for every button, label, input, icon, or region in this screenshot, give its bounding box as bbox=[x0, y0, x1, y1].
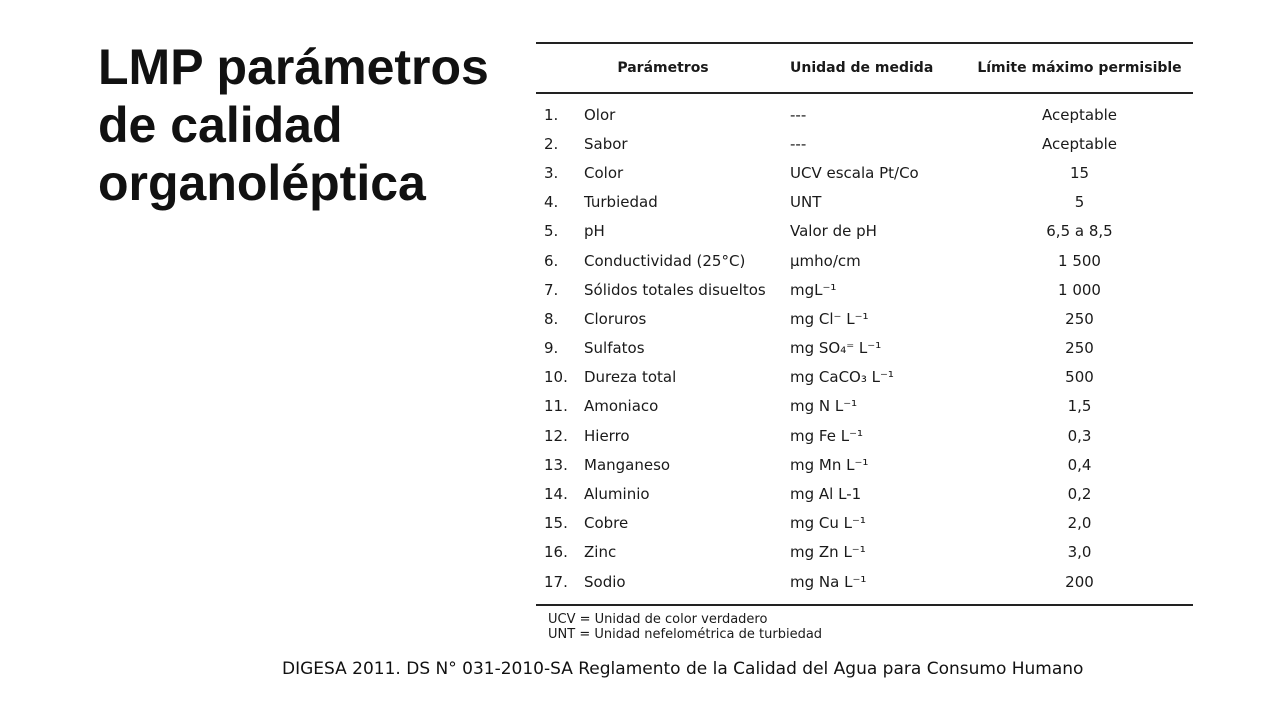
row-number: 2. bbox=[544, 134, 559, 153]
table-row bbox=[536, 158, 1193, 187]
unit-of-measure: µmho/cm bbox=[790, 251, 861, 270]
unit-of-measure: --- bbox=[790, 105, 807, 124]
max-limit: 0,3 bbox=[1067, 426, 1092, 445]
max-limit: Aceptable bbox=[1042, 105, 1117, 124]
parameter-name: Sabor bbox=[584, 134, 628, 153]
unit-of-measure: mg Cl⁻ L⁻¹ bbox=[790, 309, 869, 328]
max-limit: 0,4 bbox=[1067, 455, 1092, 474]
parameter-name: Cloruros bbox=[584, 309, 647, 328]
parameter-name: Aluminio bbox=[584, 485, 650, 504]
max-limit: 2,0 bbox=[1067, 514, 1092, 533]
header-row bbox=[536, 44, 1193, 92]
unit-of-measure: mg Mn L⁻¹ bbox=[790, 455, 869, 474]
row-number: 9. bbox=[544, 339, 559, 358]
parameter-name: Turbiedad bbox=[584, 193, 658, 212]
table-row bbox=[536, 246, 1193, 275]
table-row bbox=[536, 304, 1193, 333]
table-row bbox=[536, 450, 1193, 479]
parameter-name: Conductividad (25°C) bbox=[584, 251, 746, 270]
slide-title: LMP parámetros de calidad organoléptica bbox=[98, 39, 489, 211]
max-limit: 6,5 a 8,5 bbox=[1046, 222, 1113, 241]
row-number: 11. bbox=[544, 397, 568, 416]
table-row bbox=[536, 509, 1193, 538]
table-row bbox=[536, 275, 1193, 304]
table-row bbox=[536, 392, 1193, 421]
max-limit: 1 500 bbox=[1058, 251, 1101, 270]
parameter-name: Dureza total bbox=[584, 368, 677, 387]
row-number: 15. bbox=[544, 514, 568, 533]
unit-of-measure: mg Fe L⁻¹ bbox=[790, 426, 863, 445]
max-limit: 250 bbox=[1065, 339, 1094, 358]
table-notes bbox=[536, 612, 1193, 642]
parameter-name: Manganeso bbox=[584, 455, 671, 474]
max-limit: 1 000 bbox=[1058, 280, 1101, 299]
table-header bbox=[536, 44, 1193, 94]
unit-of-measure: UNT bbox=[790, 193, 822, 212]
note-ucv: UCV = Unidad de color verdadero bbox=[548, 612, 768, 628]
parameter-name: Cobre bbox=[584, 514, 629, 533]
table-row bbox=[536, 421, 1193, 450]
parameter-name: Color bbox=[584, 163, 624, 182]
row-number: 7. bbox=[544, 280, 559, 299]
row-number: 5. bbox=[544, 222, 559, 241]
row-number: 1. bbox=[544, 105, 559, 124]
table-bottom-rule bbox=[536, 604, 1193, 606]
max-limit: 1,5 bbox=[1067, 397, 1092, 416]
row-number: 4. bbox=[544, 193, 559, 212]
row-number: 13. bbox=[544, 455, 568, 474]
unit-of-measure: mg CaCO₃ L⁻¹ bbox=[790, 368, 894, 387]
row-number: 12. bbox=[544, 426, 568, 445]
unit-of-measure: mg Al L-1 bbox=[790, 485, 862, 504]
unit-of-measure: mg N L⁻¹ bbox=[790, 397, 858, 416]
parameters-table bbox=[536, 42, 1193, 642]
max-limit: 250 bbox=[1065, 309, 1094, 328]
max-limit: 15 bbox=[1069, 163, 1090, 182]
unit-of-measure: mg Zn L⁻¹ bbox=[790, 543, 866, 562]
parameter-name: Olor bbox=[584, 105, 616, 124]
unit-of-measure: UCV escala Pt/Co bbox=[790, 163, 919, 182]
table-row bbox=[536, 567, 1193, 596]
parameter-name: Sólidos totales disueltos bbox=[584, 280, 766, 299]
note-unt: UNT = Unidad nefelométrica de turbiedad bbox=[548, 627, 823, 643]
table-row bbox=[536, 188, 1193, 217]
unit-of-measure: mgL⁻¹ bbox=[790, 280, 837, 299]
row-number: 10. bbox=[544, 368, 568, 387]
header-limit: Límite máximo permisible bbox=[977, 60, 1182, 76]
header-parameters: Parámetros bbox=[617, 60, 709, 76]
max-limit: 0,2 bbox=[1067, 485, 1092, 504]
table-row bbox=[536, 538, 1193, 567]
table-row bbox=[536, 217, 1193, 246]
table-row bbox=[536, 363, 1193, 392]
source-citation: DIGESA 2011. DS N° 031-2010-SA Reglamento de la Calidad del Agua para Consumo Humano bbox=[282, 659, 1084, 679]
row-number: 8. bbox=[544, 309, 559, 328]
unit-of-measure: mg Na L⁻¹ bbox=[790, 572, 867, 591]
unit-of-measure: mg SO₄⁼ L⁻¹ bbox=[790, 339, 882, 358]
table-row bbox=[536, 94, 1193, 129]
table-row bbox=[536, 479, 1193, 508]
parameter-name: pH bbox=[584, 222, 605, 241]
parameter-name: Zinc bbox=[584, 543, 617, 562]
table-body bbox=[536, 94, 1193, 596]
table-row bbox=[536, 129, 1193, 158]
unit-of-measure: Valor de pH bbox=[790, 222, 877, 241]
max-limit: 5 bbox=[1074, 193, 1085, 212]
parameter-name: Amoniaco bbox=[584, 397, 659, 416]
row-number: 17. bbox=[544, 572, 568, 591]
parameter-name: Sulfatos bbox=[584, 339, 645, 358]
row-number: 3. bbox=[544, 163, 559, 182]
parameter-name: Hierro bbox=[584, 426, 630, 445]
table-row bbox=[536, 334, 1193, 363]
max-limit: 500 bbox=[1065, 368, 1094, 387]
row-number: 14. bbox=[544, 485, 568, 504]
max-limit: 3,0 bbox=[1067, 543, 1092, 562]
unit-of-measure: --- bbox=[790, 134, 807, 153]
row-number: 6. bbox=[544, 251, 559, 270]
unit-of-measure: mg Cu L⁻¹ bbox=[790, 514, 866, 533]
header-unit: Unidad de medida bbox=[790, 60, 934, 76]
parameter-name: Sodio bbox=[584, 572, 626, 591]
row-number: 16. bbox=[544, 543, 568, 562]
max-limit: 200 bbox=[1065, 572, 1094, 591]
table-grid bbox=[536, 44, 1193, 596]
max-limit: Aceptable bbox=[1042, 134, 1117, 153]
